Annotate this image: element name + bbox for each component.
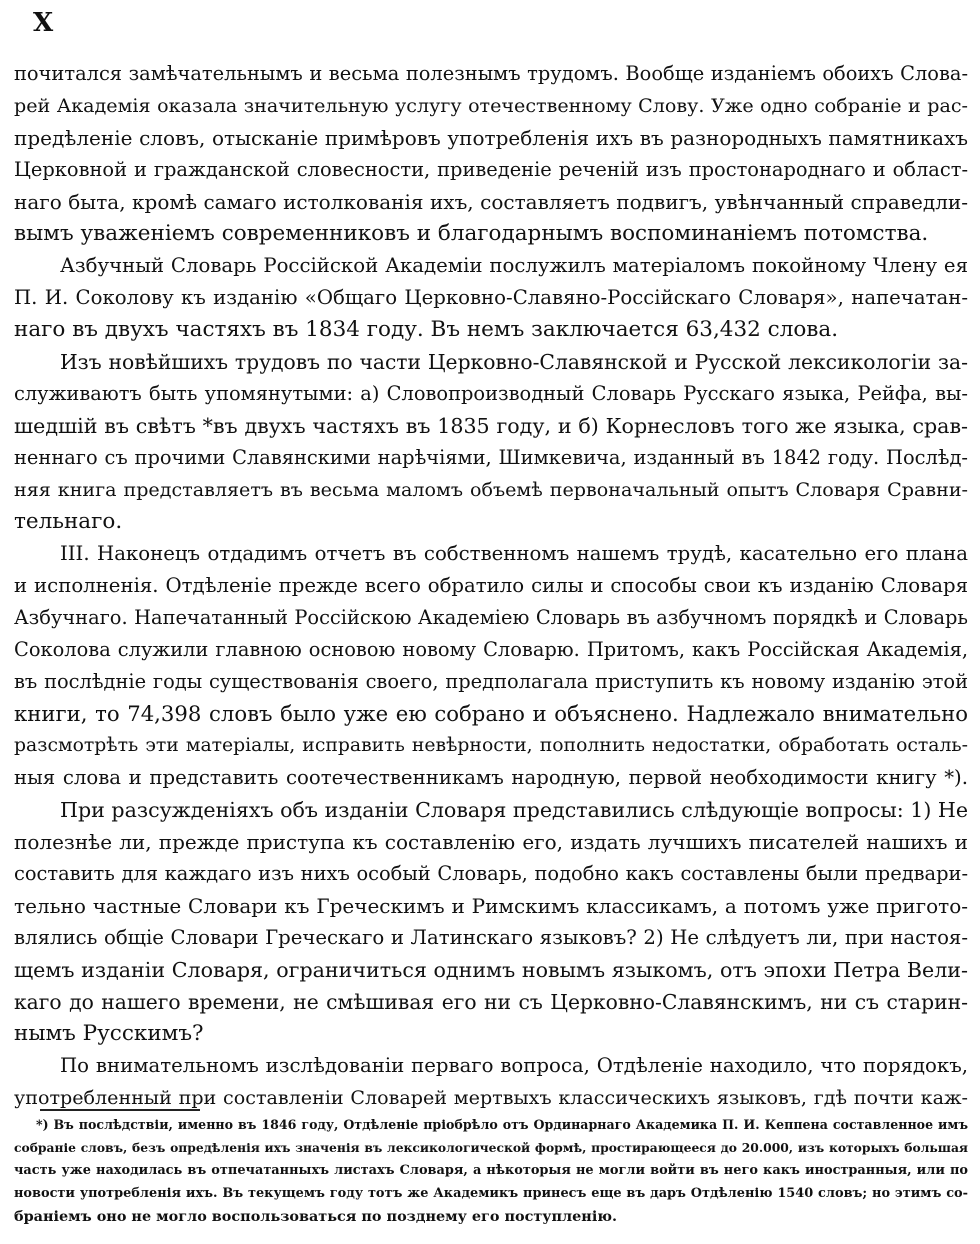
text-line: П. И. Соколову къ изданію «Общаго Церковно-Славяно-Россійскаго Словаря», напечатан- bbox=[14, 286, 968, 309]
text-line: наго въ двухъ частяхъ въ 1834 году. Въ немъ заключается 63,432 слова. bbox=[14, 317, 839, 342]
text-line: почитался замѣчательнымъ и весьма полезнымъ трудомъ. Вообще изданіемъ обоихъ Слова- bbox=[14, 62, 968, 85]
text-line: составить для каждаго изъ нихъ особый Словарь, подобно какъ составлены были предвари- bbox=[14, 862, 968, 885]
footnote-line: часть уже находилась въ отпечатанныхъ листахъ Словаря, а нѣкоторыя не могли войти въ него какъ иностранныя, или по bbox=[14, 1163, 968, 1178]
text-line: книги, то 74,398 словъ было уже ею собрано и объяснено. Надлежало внимательно bbox=[14, 701, 968, 726]
text-line: рей Академія оказала значительную услугу отечественному Слову. Уже одно собраніе и рас- bbox=[14, 94, 968, 117]
text-line: При разсужденіяхъ объ изданіи Словаря представились слѣдующіе вопросы: 1) Не bbox=[60, 798, 969, 822]
text-line: вымъ уваженіемъ современниковъ и благодарнымъ воспоминаніемъ потомства. bbox=[14, 221, 929, 246]
text-line: Церковной и гражданской словесности, приведеніе реченій изъ простонароднаго и област- bbox=[14, 158, 968, 181]
page-number: X bbox=[33, 8, 55, 38]
footnote-line: новости употребленія ихъ. Въ текущемъ году тотъ же Академикъ принесъ еще въ даръ Отдѣленію 1540 словъ; но этимъ со- bbox=[14, 1186, 968, 1201]
text-line: няя книга представляетъ въ весьма маломъ объемѣ первоначальный опытъ Словаря Сравни- bbox=[14, 478, 968, 501]
text-line: тельнаго. bbox=[14, 509, 123, 534]
text-line: разсмотрѣть эти матеріалы, исправить невѣрности, пополнить недостатки, обработать осталь- bbox=[14, 735, 968, 756]
text-line: и исполненія. Отдѣленіе прежде всего обратило силы и способы свои къ изданію Словаря bbox=[14, 574, 968, 597]
text-line: каго до нашего времени, не смѣшивая его ни съ Церковно-Славянскимъ, ни съ старин- bbox=[14, 990, 968, 1014]
text-line: тельно частные Словари къ Греческимъ и Римскимъ классикамъ, а потомъ уже пригото- bbox=[14, 894, 968, 918]
text-line: щемъ изданіи Словаря, ограничиться однимъ новымъ языкомъ, отъ эпохи Петра Вели- bbox=[14, 958, 968, 982]
footnote-line: браніемъ оно не могло воспользоваться по позднему его поступленію. bbox=[14, 1208, 618, 1225]
text-line: влялись общіе Словари Греческаго и Латинскаго языковъ? 2) Не слѣдуетъ ли, при настоя- bbox=[14, 926, 968, 949]
text-line: Азбучнаго. Напечатанный Россійскою Академіею Словарь въ азбучномъ порядкѣ и Словарь bbox=[14, 606, 968, 629]
text-line: Соколова служили главною основою новому Словарю. Притомъ, какъ Россійская Академія, bbox=[14, 638, 968, 661]
text-line: служиваютъ быть упомянутыми: а) Словопроизводный Словарь Русскаго языка, Рейфа, вы- bbox=[14, 382, 968, 405]
text-line: Азбучный Словарь Россійской Академіи послужилъ матеріаломъ покойному Члену ея bbox=[60, 254, 968, 277]
text-line: въ послѣдніе годы существованія своего, предполагала приступить къ новому изданію этой bbox=[14, 670, 968, 693]
text-line: употребленный при составленіи Словарей мертвыхъ классическихъ языковъ, гдѣ почти каж- bbox=[14, 1086, 968, 1109]
text-line: III. Наконецъ отдадимъ отчетъ въ собственномъ нашемъ трудѣ, касательно его плана bbox=[60, 542, 968, 565]
text-line: ныя слова и представить соотечественникамъ народную, первой необходимости книгу *). bbox=[14, 766, 968, 789]
text-line: шедшій въ свѣтъ *въ двухъ частяхъ въ 1835 году, и б) Корнесловъ того же языка, срав- bbox=[14, 414, 968, 438]
text-line: Изъ новѣйшихъ трудовъ по части Церковно-Славянской и Русской лексикологіи за- bbox=[60, 350, 968, 374]
footnote-divider bbox=[40, 1109, 200, 1111]
text-line: предѣленіе словъ, отысканіе примѣровъ употребленія ихъ въ разнородныхъ памятникахъ bbox=[14, 126, 968, 150]
footnote-line: *) Въ послѣдствіи, именно въ 1846 году, Отдѣленіе пріобрѣло отъ Ординарнаго Академика П. И. Кеппена составленное имъ bbox=[36, 1117, 968, 1132]
text-line: По внимательномъ изслѣдованіи перваго вопроса, Отдѣленіе находило, что порядокъ, bbox=[60, 1054, 968, 1077]
text-line: нымъ Русскимъ? bbox=[14, 1021, 204, 1046]
text-line: наго быта, кромѣ самаго истолкованія ихъ, составляетъ подвигъ, увѣнчанный справедли- bbox=[14, 190, 968, 214]
footnote-line: собраніе словъ, безъ опредѣленія ихъ значенія въ лексикологической формѣ, простирающееся до 20.000, изъ которыхъ большая bbox=[14, 1140, 968, 1155]
text-line: неннаго съ прочими Славянскими нарѣчіями, Шимкевича, изданный въ 1842 году. Послѣд- bbox=[14, 446, 968, 469]
text-line: полезнѣе ли, прежде приступа къ составленію его, издать лучшихъ писателей нашихъ и bbox=[14, 830, 968, 854]
